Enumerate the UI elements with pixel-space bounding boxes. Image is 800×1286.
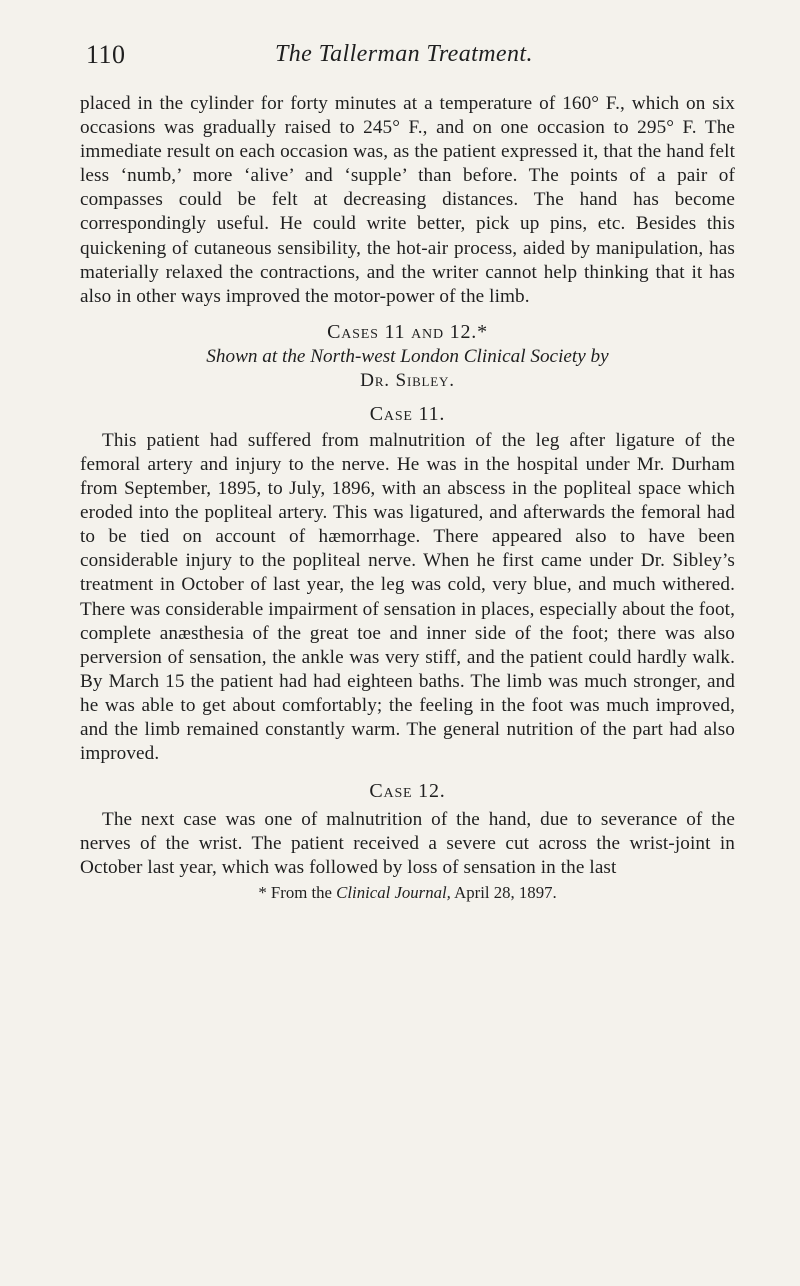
case-12-heading: Case 12. <box>369 780 446 803</box>
author-line: Dr. Sibley. <box>360 369 455 391</box>
footnote-journal: Clinical Journal, <box>336 883 451 903</box>
shown-at-text: Shown at the North-west London Clinical Society by <box>206 345 609 367</box>
opening-paragraph: placed in the cylinder for forty minutes at a temperature of 160° F., which on six occasions was gradually raised to 245° F., and on one occasion to 295° F. The immediate result on each occasion was, as the patient expressed it, that the hand felt less ‘numb,’ more ‘alive’ and ‘supple’ than before. The points of a pair of compasses could be felt at decreasing distances. The hand has become correspondingly useful. He could write better, pick up pins, etc. Besides this quickening of cutaneous sensibility, the hot-air process, aided by manipulation, has materially relaxed the contractions, and the writer cannot help thinking that it has also in other ways improved the motor-power of the limb. <box>80 93 735 307</box>
book-page <box>80 40 735 904</box>
running-title: The Tallerman Treatment. <box>275 41 533 67</box>
section-heading: Cases 11 and 12.* <box>327 320 488 343</box>
page-number: 110 <box>86 40 126 69</box>
footnote <box>80 882 735 904</box>
shown-at-line <box>80 345 735 369</box>
footnote-marker: * From the <box>258 883 332 903</box>
case-11-heading: Case 11. <box>369 402 446 425</box>
footnote-date: April 28, 1897. <box>454 883 557 903</box>
page-header <box>80 40 735 80</box>
case-12-paragraph: The next case was one of malnutrition of the hand, due to severance of the nerves of the wrist. The patient received a severe cut across the wrist-joint in October last year, which was followed by loss of sensation in the last <box>80 809 735 879</box>
case-11-paragraph: This patient had suffered from malnutrition of the leg after ligature of the femoral artery and injury to the nerve. He was in the hospital under Mr. Durham from September, 1895, to July, 1896, with an abscess in the popliteal space which eroded into the popliteal artery. This was ligatured, and afterwards the femoral had to be tied on account of hæmorrhage. There appeared also to have been considerable injury to the popliteal nerve. When he first came under Dr. Sibley’s treatment in October of last year, the leg was cold, very blue, and much withered. There was considerable impairment of sensation in places, especially about the foot, complete anæsthesia of the great toe and inner side of the foot; there was also perversion of sensation, the ankle was very stiff, and the patient could hardly walk. By March 15 the patient had had eighteen baths. The limb was much stronger, and he was able to get about comfortably; the feeling in the foot was much improved, and the limb remained constantly warm. The general nutrition of the part had also improved. <box>80 429 735 765</box>
